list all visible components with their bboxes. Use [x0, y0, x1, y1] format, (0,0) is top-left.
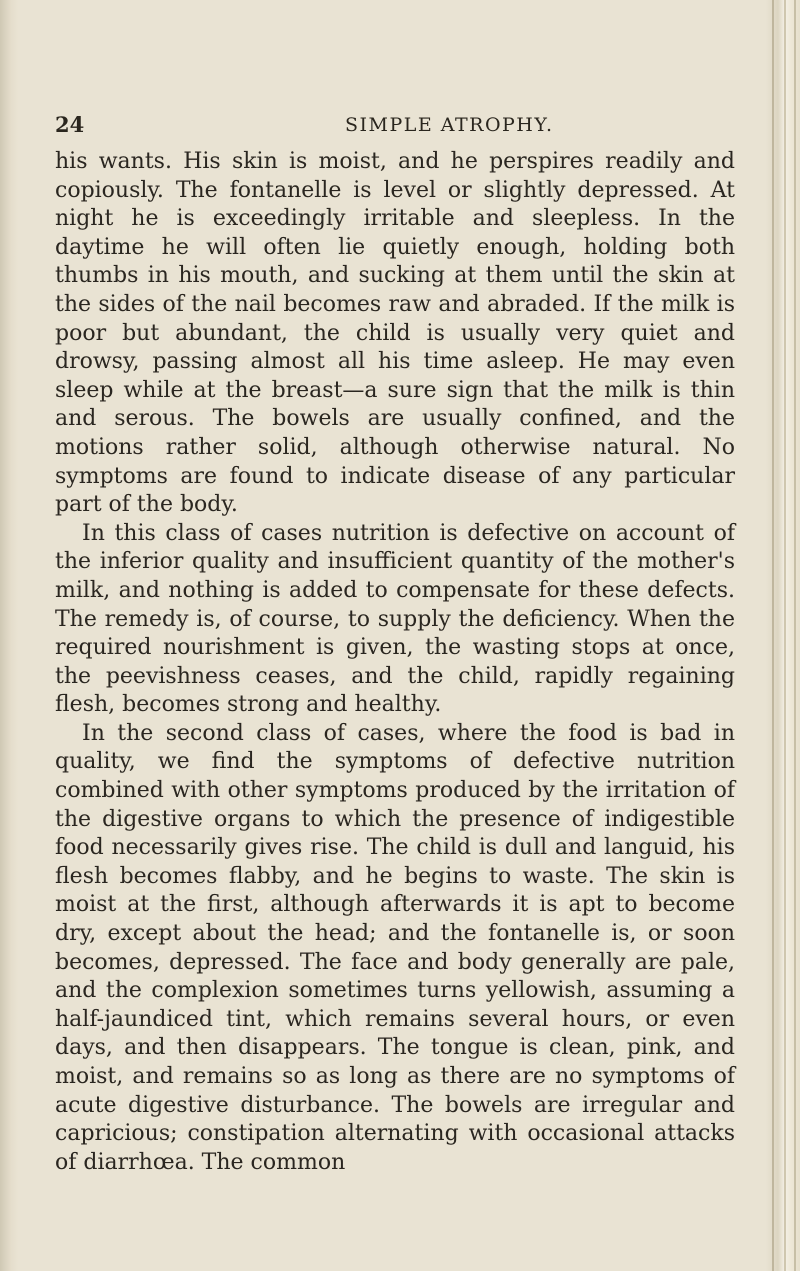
running-head: SIMPLE ATROPHY.: [345, 114, 554, 136]
page-edge-line: [772, 0, 774, 1271]
paragraph-continuation: his wants. His skin is moist, and he perspires readily and copiously. The fontanelle is level or slightly depressed. At night he is exceedingly irritable and sleepless. In the daytime he will often lie quietly enough, holding both thumbs in his mouth, and sucking at them until the skin at the sides of the nail becomes raw and abraded. If the milk is poor but abundant, the child is usually very quiet and drowsy, passing almost all his time asleep. He may even sleep while at the breast—a sure sign that the milk is thin and serous. The bowels are usually confined, and the motions rather solid, although otherwise natural. No symptoms are found to indicate disease of any particular part of the body.: [55, 149, 735, 518]
page-header: [55, 112, 735, 142]
body-text: [55, 148, 735, 1177]
page-number: 24: [55, 112, 85, 137]
page-edge-line: [784, 0, 786, 1271]
page-stack-edge: [766, 0, 800, 1271]
paragraph-second-class: In the second class of cases, where the food is bad in quality, we find the symptoms of defective nutrition combined with other symptoms produced by the irritation of the digestive organs to which the presence of indigestible food necessarily gives rise. The child is dull and languid, his flesh becomes flabby, and he begins to waste. The skin is moist at the first, although afterwards it is apt to become dry, except about the head; and the fontanelle is, or soon becomes, depressed. The face and body generally are pale, and the complexion sometimes turns yellowish, assuming a half-jaundiced tint, which remains several hours, or even days, and then disappears. The tongue is clean, pink, and moist, and remains so as long as there are no symptoms of acute digestive disturbance. The bowels are irregular and capricious; constipation alternating with occasional attacks of diarrhœa. The common: [55, 720, 735, 1175]
paragraph-first-class: In this class of cases nutrition is defective on account of the inferior quality and insufficient quantity of the mother's milk, and nothing is added to compensate for these defects. The remedy is, of course, to supply the deficiency. When the required nourishment is given, the wasting stops at once, the peevishness ceases, and the child, rapidly regaining flesh, becomes strong and healthy.: [55, 520, 735, 718]
page-edge-line: [794, 0, 796, 1271]
